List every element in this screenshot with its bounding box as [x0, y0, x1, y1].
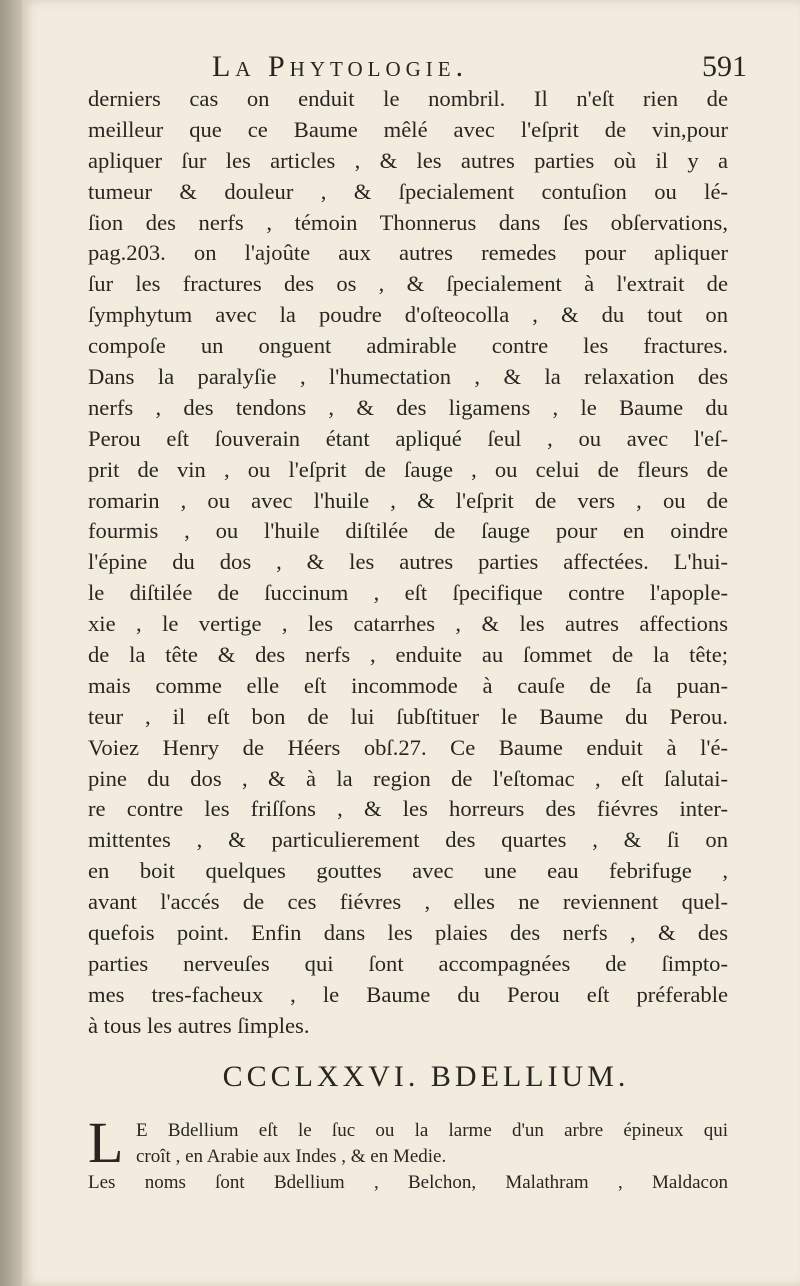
running-title: La Phytologie. [212, 50, 469, 83]
book-page [22, 0, 800, 1286]
body-text [88, 84, 728, 1042]
text-line: teur , il eſt bon de lui ſubſtituer le Baume du Perou. [88, 703, 728, 729]
text-line: ſion des nerfs , témoin Thonnerus dans ſes obſervations, [88, 209, 728, 235]
text-line: de la tête & des nerfs , enduite au ſommet de la tête; [88, 642, 728, 668]
book-spine-shadow [0, 0, 22, 1286]
page-number: 591 [702, 50, 747, 83]
text-line: Voiez Henry de Héers obſ.27. Ce Baume enduit à l'é- [88, 734, 728, 760]
text-line: parties nerveuſes qui ſont accompagnées de ſimpto- [88, 950, 728, 976]
page-header [22, 50, 800, 86]
text-line: tumeur & douleur , & ſpecialement contuſion ou lé- [88, 178, 728, 204]
text-line: mais comme elle eſt incommode à cauſe de ſa puan- [88, 672, 728, 698]
text-line: compoſe un onguent admirable contre les fractures. [88, 333, 728, 359]
text-line: avant l'accés de ces fiévres , elles ne reviennent quel- [88, 889, 728, 915]
text-line: pag.203. on l'ajoûte aux autres remedes pour apliquer [88, 240, 728, 266]
text-line: ſur les fractures des os , & ſpecialement à l'extrait de [88, 271, 728, 297]
text-line: re contre les friſſons , & les horreurs des fiévres inter- [88, 796, 728, 822]
entry-line: E Bdellium eſt le ſuc ou la larme d'un arbre épineux qui [136, 1120, 728, 1141]
entry-line: Les noms ſont Bdellium , Belchon, Malathram , Maldacon [88, 1172, 728, 1193]
text-line: mes tres-facheux , le Baume du Perou eſt préferable [88, 981, 728, 1007]
text-line: meilleur que ce Baume mêlé avec l'eſprit de vin,pour [88, 116, 728, 142]
entry-line: croît , en Arabie aux Indes , & en Medie. [136, 1146, 447, 1167]
text-line: prit de vin , ou l'eſprit de ſauge , ou celui de fleurs de [88, 456, 728, 482]
text-line: fourmis , ou l'huile diſtilée de ſauge pour en oindre [88, 518, 728, 544]
section-heading: CCCLXXVI. BDELLIUM. [222, 1060, 630, 1093]
text-line: Dans la paralyſie , l'humectation , & la relaxation des [88, 364, 728, 390]
text-line: en boit quelques gouttes avec une eau febrifuge , [88, 858, 728, 884]
text-line: derniers cas on enduit le nombril. Il n'eſt rien de [88, 86, 728, 111]
text-line: romarin , ou avec l'huile , & l'eſprit de vers , ou de [88, 487, 728, 513]
text-line: apliquer ſur les articles , & les autres parties où il y a [88, 147, 728, 173]
text-line: xie , le vertige , les catarrhes , & les autres affections [88, 611, 728, 637]
bdellium-entry [88, 1110, 728, 1196]
text-line: mittentes , & particulierement des quartes , & ſi on [88, 827, 728, 853]
text-line: l'épine du dos , & les autres parties affectées. L'hui- [88, 549, 728, 575]
drop-cap: L [88, 1110, 124, 1175]
text-line: à tous les autres ſimples. [88, 1012, 310, 1038]
text-line: Perou eſt ſouverain étant apliqué ſeul , ou avec l'eſ- [88, 425, 728, 451]
text-line: ſymphytum avec la poudre d'oſteocolla , & du tout on [88, 302, 728, 328]
text-line: nerfs , des tendons , & des ligamens , le Baume du [88, 394, 728, 420]
text-line: quefois point. Enfin dans les plaies des nerfs , & des [88, 920, 728, 946]
text-line: le diſtilée de ſuccinum , eſt ſpecifique contre l'apople- [88, 580, 728, 606]
text-line: pine du dos , & à la region de l'eſtomac , eſt ſalutai- [88, 765, 728, 791]
